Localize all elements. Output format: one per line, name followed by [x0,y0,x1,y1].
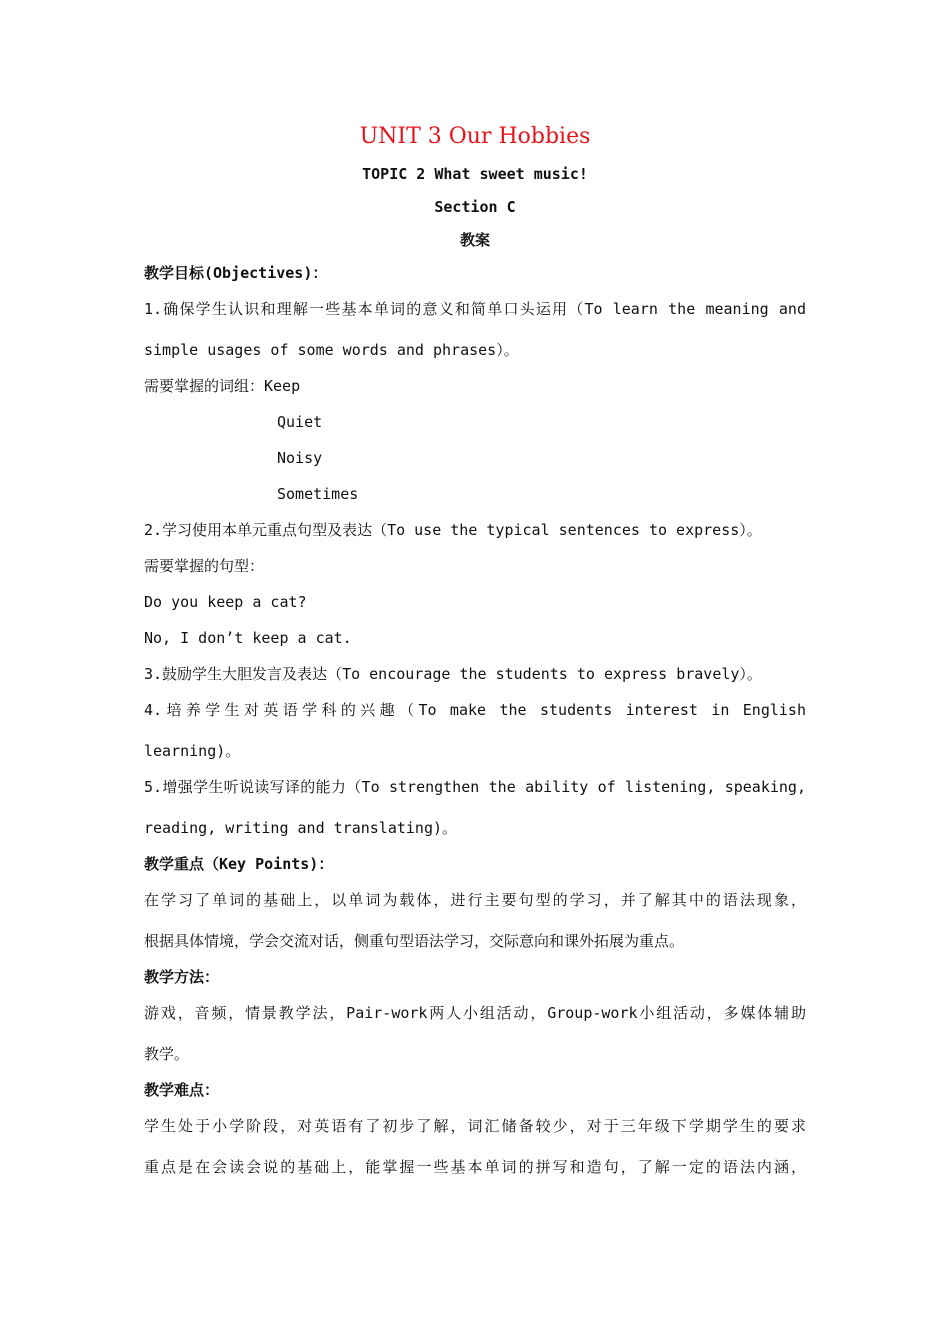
words-label: 需要掌握的词组：Keep [144,377,301,395]
objectives-heading: 教学目标(Objectives)： [144,264,328,282]
section-heading: Section C [434,198,516,216]
sentence-item: No, I don’t keep a cat. [144,629,352,647]
key-points-heading: 教学重点（Key Points)： [144,855,334,873]
methods-line-1: 游戏，音频，情景教学法，Pair-work两人小组活动，Group-work小组活动，多媒体辅助 [144,1004,806,1022]
word-item: Sometimes [277,485,359,503]
objective-4-line-2: learning)。 [144,742,241,760]
word-item: Noisy [277,449,323,467]
key-points-line-1: 在学习了单词的基础上，以单词为载体，进行主要句型的学习，并了解其中的语法现象， [144,891,806,909]
objective-5-line-2: reading, writing and translating)。 [144,819,458,837]
objective-1-line-2: simple usages of some words and phrases）。 [144,341,519,359]
objective-5-line-1: 5.增强学生听说读写译的能力（To strengthen the ability of listening, speaking, [144,778,806,796]
objective-4-line-1: 4.培养学生对英语学科的兴趣（To make the students interest in English [144,701,806,719]
sentence-item: Do you keep a cat? [144,593,307,611]
unit-title: UNIT 3 Our Hobbies [359,124,591,149]
objective-2: 2.学习使用本单元重点句型及表达（To use the typical sentences to express）。 [144,521,762,539]
difficulties-heading: 教学难点： [144,1081,220,1099]
difficulties-line-1: 学生处于小学阶段，对英语有了初步了解，词汇储备较少，对于三年级下学期学生的要求 [144,1117,806,1135]
doc-type-heading: 教案 [459,231,490,249]
methods-line-2: 教学。 [144,1045,190,1063]
word-item: Quiet [277,413,323,431]
methods-heading: 教学方法： [144,968,220,986]
objective-3: 3.鼓励学生大胆发言及表达（To encourage the students to express bravely）。 [144,665,762,683]
sentences-label: 需要掌握的句型： [144,557,265,575]
difficulties-line-2: 重点是在会读会说的基础上，能掌握一些基本单词的拼写和造句，了解一定的语法内涵， [144,1158,806,1176]
topic-heading: TOPIC 2 What sweet music! [362,165,588,183]
objective-1-line-1: 1.确保学生认识和理解一些基本单词的意义和简单口头运用（To learn the meaning and [144,300,806,318]
key-points-line-2: 根据具体情境，学会交流对话，侧重句型语法学习，交际意向和课外拓展为重点。 [144,932,685,950]
